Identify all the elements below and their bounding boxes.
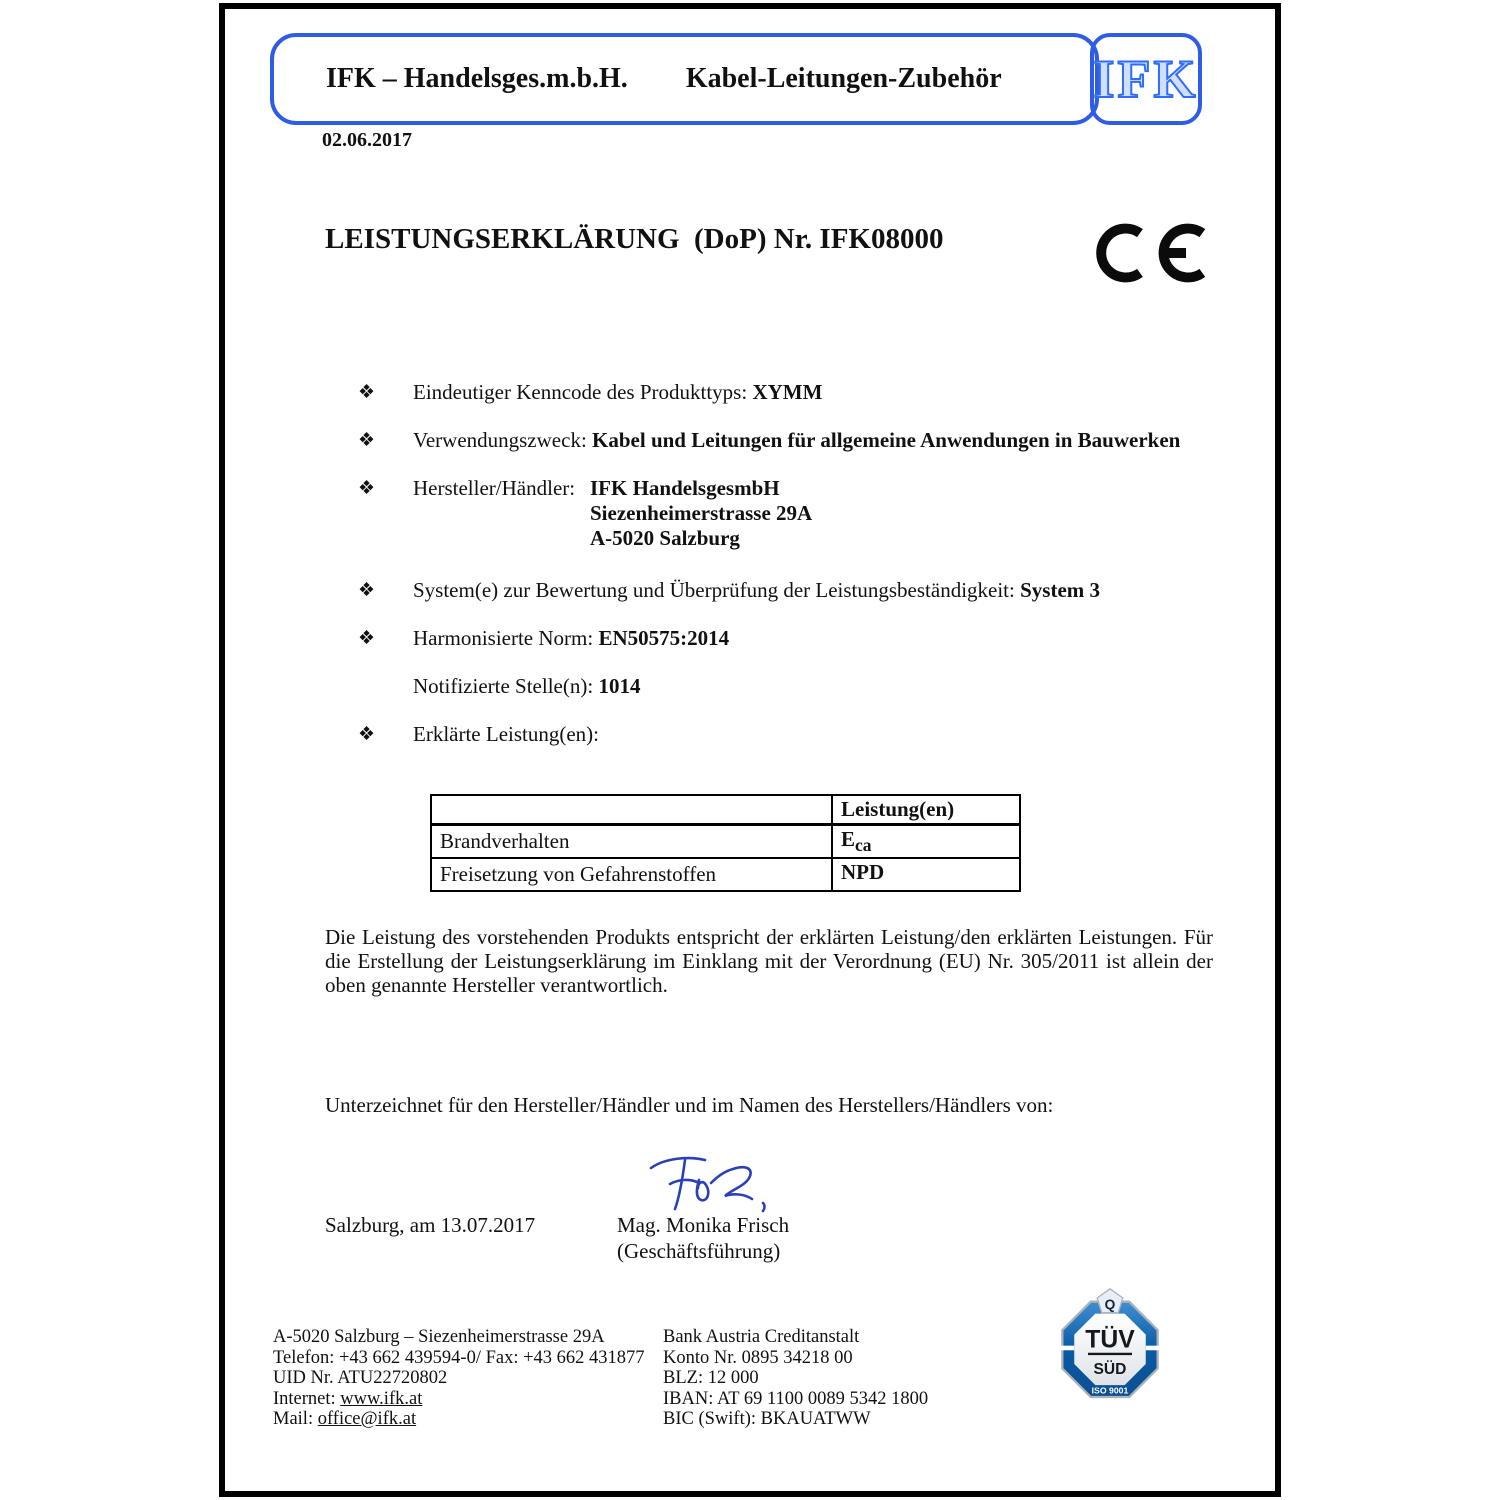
blz-line: BLZ: 12 000 <box>663 1368 759 1388</box>
declared-performance-table <box>430 794 1021 892</box>
diamond-bullet-icon: ❖ <box>358 628 376 649</box>
responsibility-paragraph: Die Leistung des vorstehenden Produkts entspricht der erklärten Leistung/den erklärten Leistungen. Für die Erstellung der Leistungserklärung im Einklang mit der Verordnung (EU) Nr. 305/2011 ist allein der oben genannte Hersteller verantwortlich. <box>325 925 1213 997</box>
diamond-bullet-icon: ❖ <box>358 580 376 601</box>
table-row <box>431 825 1020 859</box>
email-link[interactable]: office@ifk.at <box>317 1409 417 1429</box>
ifk-logo-text: IFK <box>1093 49 1199 109</box>
ce-mark-icon <box>1096 213 1208 293</box>
diamond-bullet-icon: ❖ <box>358 382 376 403</box>
diamond-bullet-icon: ❖ <box>358 724 376 745</box>
table-cell-property: Freisetzung von Gefahrenstoffen <box>431 858 832 891</box>
product-code-label: Eindeutiger Kenncode des Produkttyps: <box>413 380 753 404</box>
iso-9001-text: ISO 9001 <box>1091 1385 1129 1396</box>
q-icon: Q <box>1104 1297 1116 1312</box>
declared-performance-label: Erklärte Leistung(en): <box>413 722 600 746</box>
manufacturer-street: Siezenheimerstrasse 29A <box>590 501 813 525</box>
company-name: IFK – Handelsges.m.b.H. <box>326 63 628 94</box>
product-code-value: XYMM <box>752 380 823 404</box>
tuv-sud-logo <box>1055 1287 1165 1408</box>
avcp-label: System(e) zur Bewertung und Überprüfung der Leistungsbeständigkeit: <box>413 578 1021 602</box>
manufacturer-label: Hersteller/Händler: <box>413 476 576 500</box>
iban-line: IBAN: AT 69 1100 0089 5342 1800 <box>663 1388 929 1409</box>
table-cell-value: NPD <box>832 858 1020 891</box>
header-banner <box>270 33 1099 125</box>
bullet-item-declared-performance <box>358 722 1240 747</box>
sued-text: SÜD <box>1093 1361 1127 1379</box>
intended-use-label: Verwendungszweck: <box>413 428 593 452</box>
internet-line: Internet: www.ifk.at <box>273 1388 423 1409</box>
website-link[interactable]: www.ifk.at <box>340 1388 423 1409</box>
document-page <box>219 3 1281 1497</box>
bullet-item-harmonised-standard <box>358 626 1240 651</box>
bullet-item-product-code <box>358 380 1240 405</box>
manufacturer-city: A-5020 Salzburg <box>590 526 740 550</box>
company-tagline: Kabel-Leitungen-Zubehör <box>685 63 1002 94</box>
tuv-text: TÜV <box>1085 1326 1135 1354</box>
footer-address-block <box>273 1327 645 1430</box>
bank-line: Bank Austria Creditanstalt <box>663 1327 860 1347</box>
signed-for-line: Unterzeichnet für den Hersteller/Händler und im Namen des Herstellers/Händlers von: <box>325 1093 1054 1117</box>
document-date: 02.06.2017 <box>322 129 412 151</box>
bullet-item-intended-use <box>358 428 1240 453</box>
footer-bank-block <box>663 1327 928 1430</box>
diamond-bullet-icon: ❖ <box>358 478 376 499</box>
table-header-empty-cell <box>431 795 832 825</box>
table-cell-property: Brandverhalten <box>431 825 832 859</box>
notified-body-label: Notifizierte Stelle(n): <box>413 674 599 698</box>
notified-body-value: 1014 <box>598 674 641 698</box>
mail-line: Mail: office@ifk.at <box>273 1409 417 1429</box>
intended-use-value: Kabel und Leitungen für allgemeine Anwendungen in Bauwerken <box>592 428 1181 452</box>
uid-line: UID Nr. ATU22720802 <box>273 1368 448 1388</box>
manufacturer-name: IFK HandelsgesmbH <box>590 476 780 500</box>
bullet-item-manufacturer <box>358 476 1240 551</box>
page-title: LEISTUNGSERKLÄRUNG (DoP) Nr. IFK08000 <box>325 223 944 255</box>
notified-body-line <box>358 674 1240 699</box>
phone-line: Telefon: +43 662 439594-0/ Fax: +43 662 431877 <box>273 1347 645 1368</box>
avcp-value: System 3 <box>1020 578 1101 602</box>
signature-image <box>645 1149 775 1215</box>
signatory-role: (Geschäftsführung) <box>617 1239 781 1263</box>
place-date-text: Salzburg, am 13.07.2017 <box>325 1213 536 1237</box>
standard-value: EN50575:2014 <box>598 626 730 650</box>
ifk-logo <box>1090 33 1202 125</box>
table-cell-value: $E_{ca}$ <box>832 825 1020 859</box>
bic-line: BIC (Swift): BKAUATWW <box>663 1409 871 1429</box>
table-header-row <box>431 795 1020 825</box>
address-line: A-5020 Salzburg – Siezenheimerstrasse 29A <box>273 1327 605 1347</box>
signatory-name: Mag. Monika Frisch <box>617 1213 790 1237</box>
diamond-bullet-icon: ❖ <box>358 430 376 451</box>
bullet-item-avcp-system <box>358 578 1240 603</box>
konto-line: Konto Nr. 0895 34218 00 <box>663 1347 853 1368</box>
table-row <box>431 858 1020 891</box>
table-header-performance: Leistung(en) <box>832 795 1020 825</box>
standard-label: Harmonisierte Norm: <box>413 626 599 650</box>
